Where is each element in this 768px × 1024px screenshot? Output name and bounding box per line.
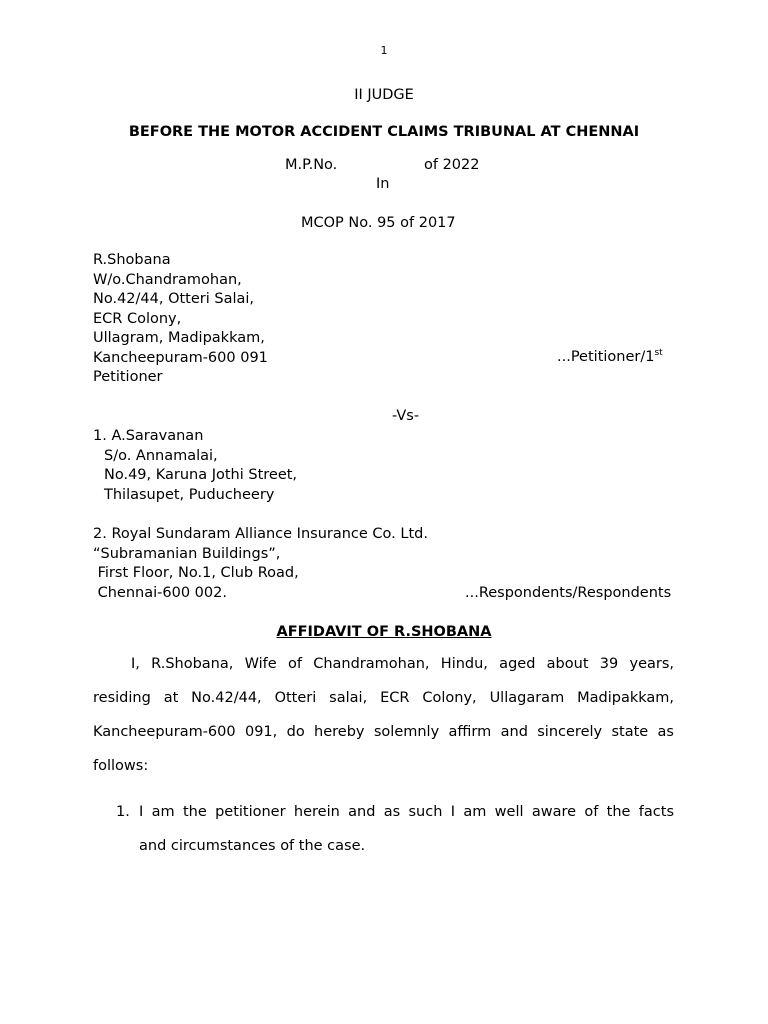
respondents-role: ...Respondents/Respondents <box>465 585 672 601</box>
in-label: In <box>376 176 390 192</box>
respondent-1-address <box>93 427 297 505</box>
point-1-text <box>139 795 674 863</box>
petitioner-address-line: ECR Colony, <box>93 310 182 327</box>
intro-line: residing at No.42/44, Otteri salai, ECR Colony, Ullagaram Madipakkam, <box>93 690 674 706</box>
respondent-2-address-line: First Floor, No.1, Club Road, <box>93 565 299 581</box>
respondent-1-address-line: No.49, Karuna Jothi Street, <box>104 467 298 483</box>
petitioner-address <box>93 251 268 388</box>
tribunal-heading: BEFORE THE MOTOR ACCIDENT CLAIMS TRIBUNAL AT CHENNAI <box>128 124 640 140</box>
affidavit-title: AFFIDAVIT OF R.SHOBANA <box>276 624 492 640</box>
petitioner-role <box>557 348 663 368</box>
petitioner-role-text: ...Petitioner/1 <box>557 349 655 365</box>
petitioner-address-line: Kancheepuram-600 091 <box>93 349 268 366</box>
affidavit-intro <box>93 647 674 783</box>
respondent-1-name: 1. A.Saravanan <box>93 428 204 444</box>
point-line: and circumstances of the case. <box>139 838 366 854</box>
petitioner-role-superscript: st <box>654 348 663 358</box>
versus-label: -Vs- <box>392 408 420 424</box>
intro-line: I, R.Shobana, Wife of Chandramohan, Hindu, aged about 39 years, <box>131 656 674 672</box>
petitioner-role-tail: Petitioner <box>93 369 163 385</box>
petitioner-address-line: Ullagram, Madipakkam, <box>93 330 265 346</box>
mcop-number: MCOP No. 95 of 2017 <box>301 215 456 231</box>
court-title: II JUDGE <box>354 87 414 103</box>
respondent-2-address <box>93 525 428 603</box>
mp-number-year: of 2022 <box>424 157 480 173</box>
respondent-1-address-line: Thilasupet, Puducheery <box>104 486 275 503</box>
point-number: 1. <box>116 804 130 820</box>
point-line: I am the petitioner herein and as such I am well aware of the facts <box>139 804 674 820</box>
intro-line: follows: <box>93 758 149 774</box>
respondent-1-address-line: S/o. Annamalai, <box>104 447 218 464</box>
intro-line: Kancheepuram-600 091, do hereby solemnly affirm and sincerely state as <box>93 724 674 740</box>
mp-number-label: M.P.No. <box>285 157 338 173</box>
respondent-2-address-line: “Subramanian Buildings”, <box>93 545 281 562</box>
petitioner-address-line: No.42/44, Otteri Salai, <box>93 291 255 307</box>
petitioner-name: R.Shobana <box>93 252 171 268</box>
petitioner-address-line: W/o.Chandramohan, <box>93 271 242 288</box>
respondent-2-address-line: Chennai-600 002. <box>93 584 227 601</box>
page-number: 1 <box>380 44 388 57</box>
respondent-2-name: 2. Royal Sundaram Alliance Insurance Co. Ltd. <box>93 526 428 542</box>
